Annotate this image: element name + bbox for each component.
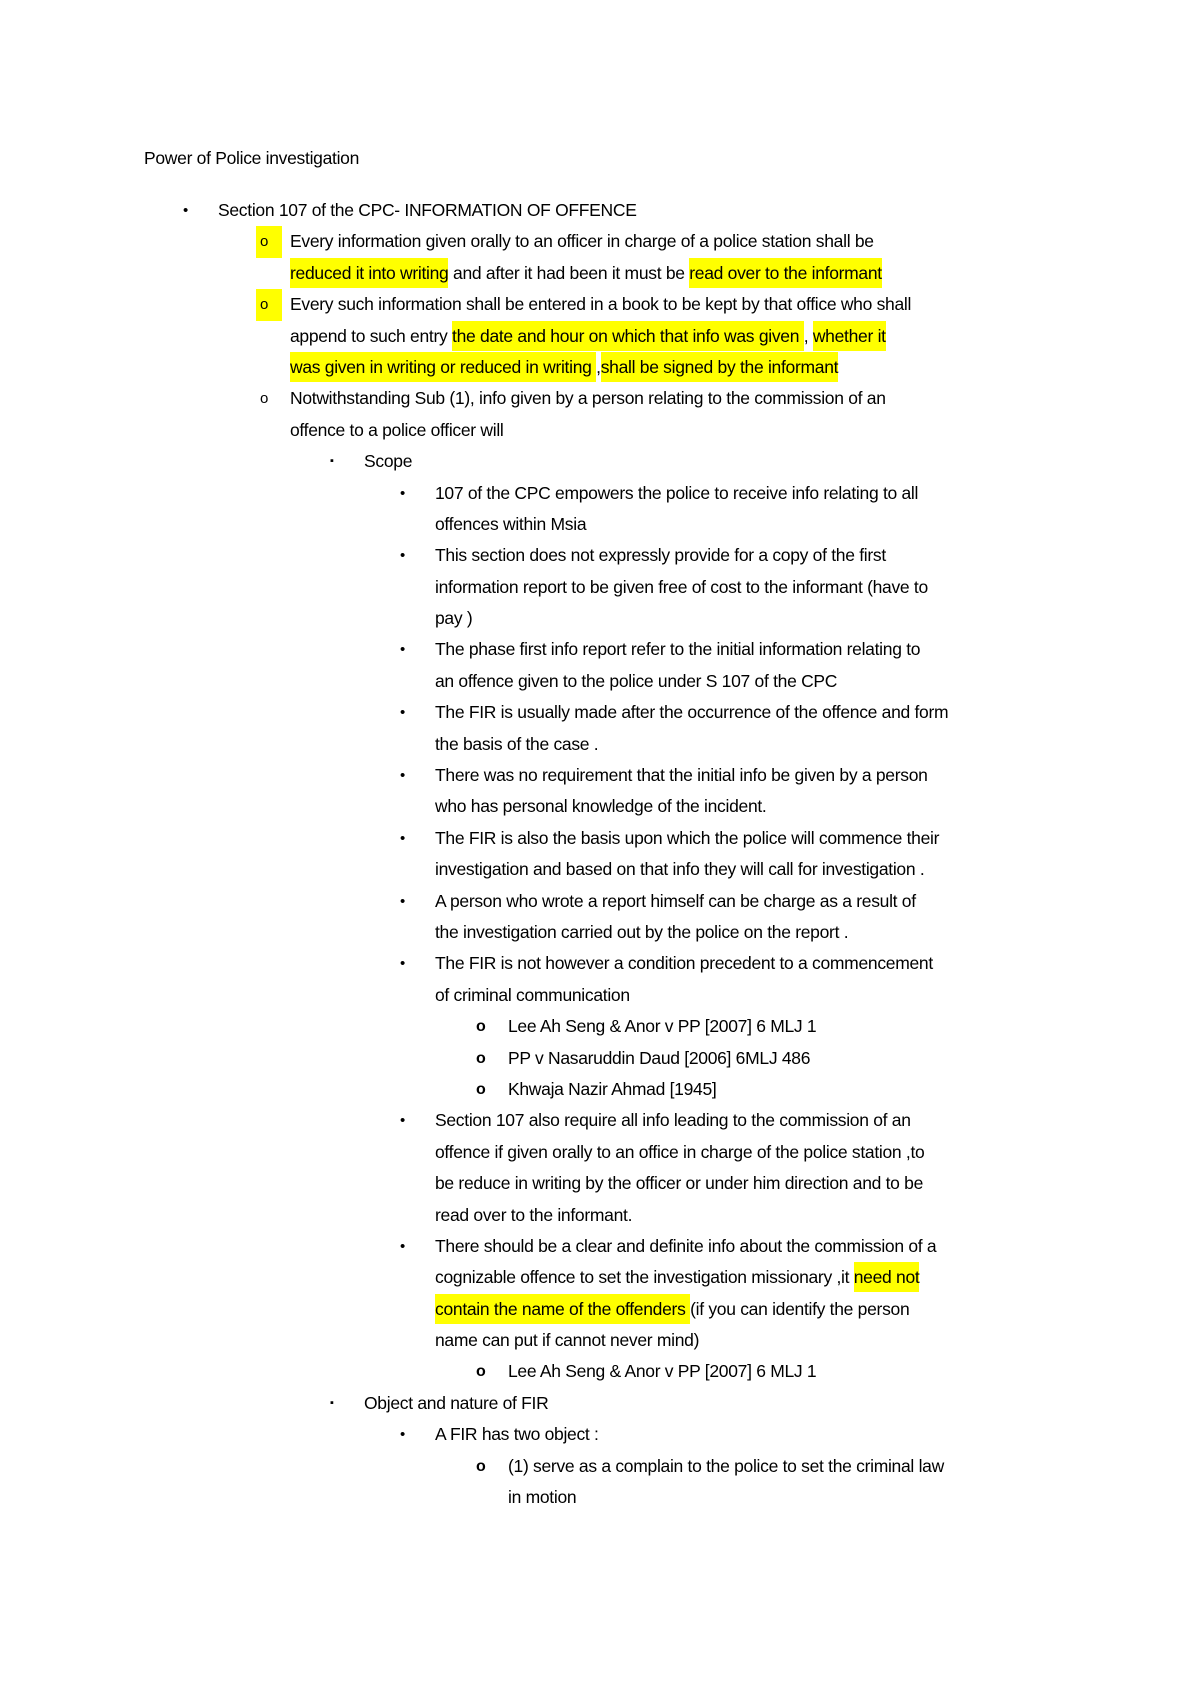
text-segment: ,: [803, 325, 813, 346]
text-line: [0, 540, 1200, 571]
highlighted-text: the date and hour on which that info was given: [452, 321, 804, 351]
text-line: [0, 634, 1200, 665]
line-text: [435, 1137, 924, 1168]
line-text: [435, 478, 918, 509]
text-line: [0, 603, 1200, 634]
highlighted-text: whether it: [813, 321, 886, 351]
text-segment: A FIR has two object :: [435, 1424, 599, 1445]
bullet-marker: •: [400, 484, 405, 502]
bullet-marker: o: [476, 1457, 486, 1475]
text-segment: The FIR is also the basis upon which the police will commence their: [435, 827, 940, 848]
text-segment: of criminal communication: [435, 984, 630, 1005]
text-segment: The FIR is usually made after the occurrence of the offence and form: [435, 702, 949, 723]
text-line: [0, 1105, 1200, 1136]
bullet-marker: o: [476, 1049, 486, 1067]
text-segment: append to such entry: [290, 325, 453, 346]
bullet-marker: o: [260, 390, 269, 408]
text-segment: name can put if cannot never mind): [435, 1330, 700, 1351]
text-segment: The FIR is not however a condition precedent to a commencement: [435, 953, 933, 974]
text-segment: The phase first info report refer to the initial information relating to: [435, 639, 921, 660]
bullet-marker: •: [400, 767, 405, 785]
text-line: [0, 1388, 1200, 1419]
list-item-level-1: [0, 195, 1200, 226]
list-item-level-4: [0, 948, 1200, 1011]
text-line: [0, 446, 1200, 477]
text-segment: There was no requirement that the initial info be given by a person: [435, 765, 928, 786]
line-text: [435, 572, 928, 603]
bullet-marker: •: [400, 641, 405, 659]
line-text: [435, 1262, 919, 1293]
bullet-marker: o: [476, 1080, 486, 1098]
line-text: [435, 886, 916, 917]
list-item-level-4: [0, 1231, 1200, 1357]
text-segment: cognizable offence to set the investigation missionary ,it: [435, 1267, 854, 1288]
line-text: [290, 258, 882, 289]
list-item-level-4: [0, 886, 1200, 949]
line-text: [364, 446, 412, 477]
list-item-level-5: [0, 1451, 1200, 1514]
text-line: [0, 352, 1200, 383]
text-line: [0, 509, 1200, 540]
text-line: [0, 760, 1200, 791]
text-segment: offences within Msia: [435, 513, 587, 534]
list-item-level-4: [0, 540, 1200, 634]
text-segment: Scope: [364, 451, 413, 472]
list-item-level-2: [0, 289, 1200, 383]
list-item-level-4: [0, 760, 1200, 823]
text-segment: offence if given orally to an office in charge of the police station ,to: [435, 1141, 925, 1162]
line-text: [290, 226, 874, 257]
text-line: [0, 1074, 1200, 1105]
line-text: [435, 980, 630, 1011]
text-line: [0, 572, 1200, 603]
line-text: [290, 321, 886, 352]
text-segment: be reduce in writing by the officer or under him direction and to be: [435, 1173, 924, 1194]
line-text: [435, 1105, 911, 1136]
list-item-level-2: [0, 383, 1200, 446]
bullet-marker: •: [400, 704, 405, 722]
line-text: [290, 352, 838, 383]
highlighted-text: read over to the informant: [689, 258, 882, 288]
highlighted-text: need not: [854, 1262, 920, 1292]
text-segment: (1) serve as a complain to the police to set the criminal law: [508, 1455, 944, 1476]
text-segment: Khwaja Nazir Ahmad [1945]: [508, 1078, 717, 1099]
text-line: [0, 1294, 1200, 1325]
line-text: [435, 634, 920, 665]
text-line: [0, 1482, 1200, 1513]
line-text: [435, 666, 837, 697]
list-item-level-2: [0, 226, 1200, 289]
text-segment: the basis of the case .: [435, 733, 599, 754]
text-line: [0, 258, 1200, 289]
highlighted-text: reduced it into writing: [290, 258, 448, 288]
text-line: [0, 729, 1200, 760]
list-item-level-5: [0, 1043, 1200, 1074]
bullet-marker: •: [400, 829, 405, 847]
list-item-level-4: [0, 697, 1200, 760]
text-segment: Object and nature of FIR: [364, 1392, 549, 1413]
list-item-level-5: [0, 1074, 1200, 1105]
text-line: [0, 1262, 1200, 1293]
text-line: [0, 1200, 1200, 1231]
text-line: [0, 415, 1200, 446]
line-text: [435, 791, 767, 822]
line-text: [435, 1419, 599, 1450]
line-text: [290, 415, 504, 446]
text-line: [0, 1168, 1200, 1199]
highlighted-text: shall be signed by the informant: [601, 352, 839, 382]
line-text: [435, 729, 598, 760]
line-text: [508, 1043, 810, 1074]
text-segment: information report to be given free of cost to the informant (have to: [435, 576, 928, 597]
line-text: [435, 540, 886, 571]
text-segment: This section does not expressly provide for a copy of the first: [435, 545, 886, 566]
line-text: [290, 383, 886, 414]
line-text: [508, 1011, 816, 1042]
text-line: [0, 886, 1200, 917]
text-segment: PP v Nasaruddin Daud [2006] 6MLJ 486: [508, 1047, 811, 1068]
bullet-marker: •: [400, 892, 405, 910]
text-line: [0, 1011, 1200, 1042]
list-item-level-4: [0, 1419, 1200, 1450]
text-segment: ,: [596, 356, 601, 377]
line-text: [290, 289, 911, 320]
text-segment: in motion: [508, 1487, 577, 1508]
text-segment: Lee Ah Seng & Anor v PP [2007] 6 MLJ 1: [508, 1361, 817, 1382]
highlighted-text: was given in writing or reduced in writing: [290, 352, 596, 382]
line-text: [435, 760, 928, 791]
text-segment: There should be a clear and definite info about the commission of a: [435, 1235, 937, 1256]
text-line: [0, 478, 1200, 509]
list-item-level-4: [0, 634, 1200, 697]
line-text: [435, 917, 848, 948]
text-line: [0, 666, 1200, 697]
bullet-marker: ▪: [330, 455, 334, 468]
text-line: [0, 948, 1200, 979]
text-line: [0, 1419, 1200, 1450]
text-segment: Section 107 also require all info leading to the commission of an: [435, 1110, 911, 1131]
text-segment: the investigation carried out by the police on the report .: [435, 921, 849, 942]
list-item-level-4: [0, 823, 1200, 886]
bullet-marker: ▪: [330, 1396, 334, 1409]
text-segment: Section 107 of the CPC- INFORMATION OF OFFENCE: [218, 200, 637, 220]
bullet-marker: o: [476, 1363, 486, 1381]
line-text: [435, 1294, 909, 1325]
text-line: [0, 1356, 1200, 1387]
line-text: [218, 195, 637, 226]
document-body: [0, 195, 1200, 1513]
text-line: [0, 697, 1200, 728]
line-text: [508, 1482, 576, 1513]
list-item-level-4: [0, 1105, 1200, 1231]
line-text: [435, 854, 924, 885]
list-item-level-3: [0, 446, 1200, 477]
line-text: [435, 603, 472, 634]
text-line: [0, 1137, 1200, 1168]
text-line: [0, 1043, 1200, 1074]
text-segment: Every information given orally to an officer in charge of a police station shall be: [290, 231, 874, 252]
text-line: [0, 383, 1200, 414]
text-line: [0, 854, 1200, 885]
list-item-level-5: [0, 1011, 1200, 1042]
text-segment: A person who wrote a report himself can be charge as a result of: [435, 890, 916, 911]
text-segment: pay ): [435, 608, 473, 629]
text-segment: who has personal knowledge of the incident.: [435, 796, 767, 817]
text-line: [0, 289, 1200, 320]
highlighted-text: contain the name of the offenders: [435, 1294, 690, 1324]
list-item-level-3: [0, 1388, 1200, 1419]
bullet-marker: o: [476, 1018, 486, 1036]
text-segment: read over to the informant.: [435, 1204, 633, 1225]
bullet-marker: •: [183, 202, 188, 219]
text-line: [0, 917, 1200, 948]
line-text: [508, 1074, 716, 1105]
line-text: [508, 1451, 944, 1482]
line-text: [435, 1231, 936, 1262]
document-title: Power of Police investigation: [144, 148, 360, 168]
bullet-marker: •: [400, 955, 405, 973]
bullet-marker: •: [400, 1112, 405, 1130]
text-segment: Lee Ah Seng & Anor v PP [2007] 6 MLJ 1: [508, 1016, 817, 1037]
text-segment: 107 of the CPC empowers the police to receive info relating to all: [435, 482, 919, 503]
text-line: [0, 321, 1200, 352]
text-segment: Notwithstanding Sub (1), info given by a person relating to the commission of an: [290, 388, 886, 409]
list-item-level-5: [0, 1356, 1200, 1387]
text-segment: an offence given to the police under S 107 of the CPC: [435, 670, 838, 691]
line-text: [435, 509, 586, 540]
bullet-marker: •: [400, 1426, 405, 1444]
line-text: [435, 1200, 632, 1231]
text-segment: (if you can identify the person: [690, 1298, 910, 1319]
text-line: [0, 1325, 1200, 1356]
text-line: [0, 226, 1200, 257]
line-text: [435, 823, 939, 854]
bullet-marker: o: [256, 289, 282, 320]
bullet-marker: •: [400, 547, 405, 565]
line-text: [364, 1388, 548, 1419]
text-segment: offence to a police officer will: [290, 419, 504, 440]
text-line: [0, 980, 1200, 1011]
text-line: [0, 823, 1200, 854]
line-text: [435, 697, 948, 728]
line-text: [435, 1325, 699, 1356]
text-segment: and after it had been it must be: [448, 262, 690, 283]
text-line: [0, 1231, 1200, 1262]
list-item-level-4: [0, 478, 1200, 541]
text-segment: Every such information shall be entered in a book to be kept by that office who shall: [290, 294, 912, 315]
text-line: [0, 1451, 1200, 1482]
bullet-marker: o: [256, 226, 282, 257]
line-text: [435, 1168, 923, 1199]
text-segment: investigation and based on that info they will call for investigation .: [435, 859, 925, 880]
text-line: [0, 195, 1200, 226]
bullet-marker: •: [400, 1237, 405, 1255]
text-line: [0, 791, 1200, 822]
line-text: [508, 1356, 816, 1387]
line-text: [435, 948, 933, 979]
